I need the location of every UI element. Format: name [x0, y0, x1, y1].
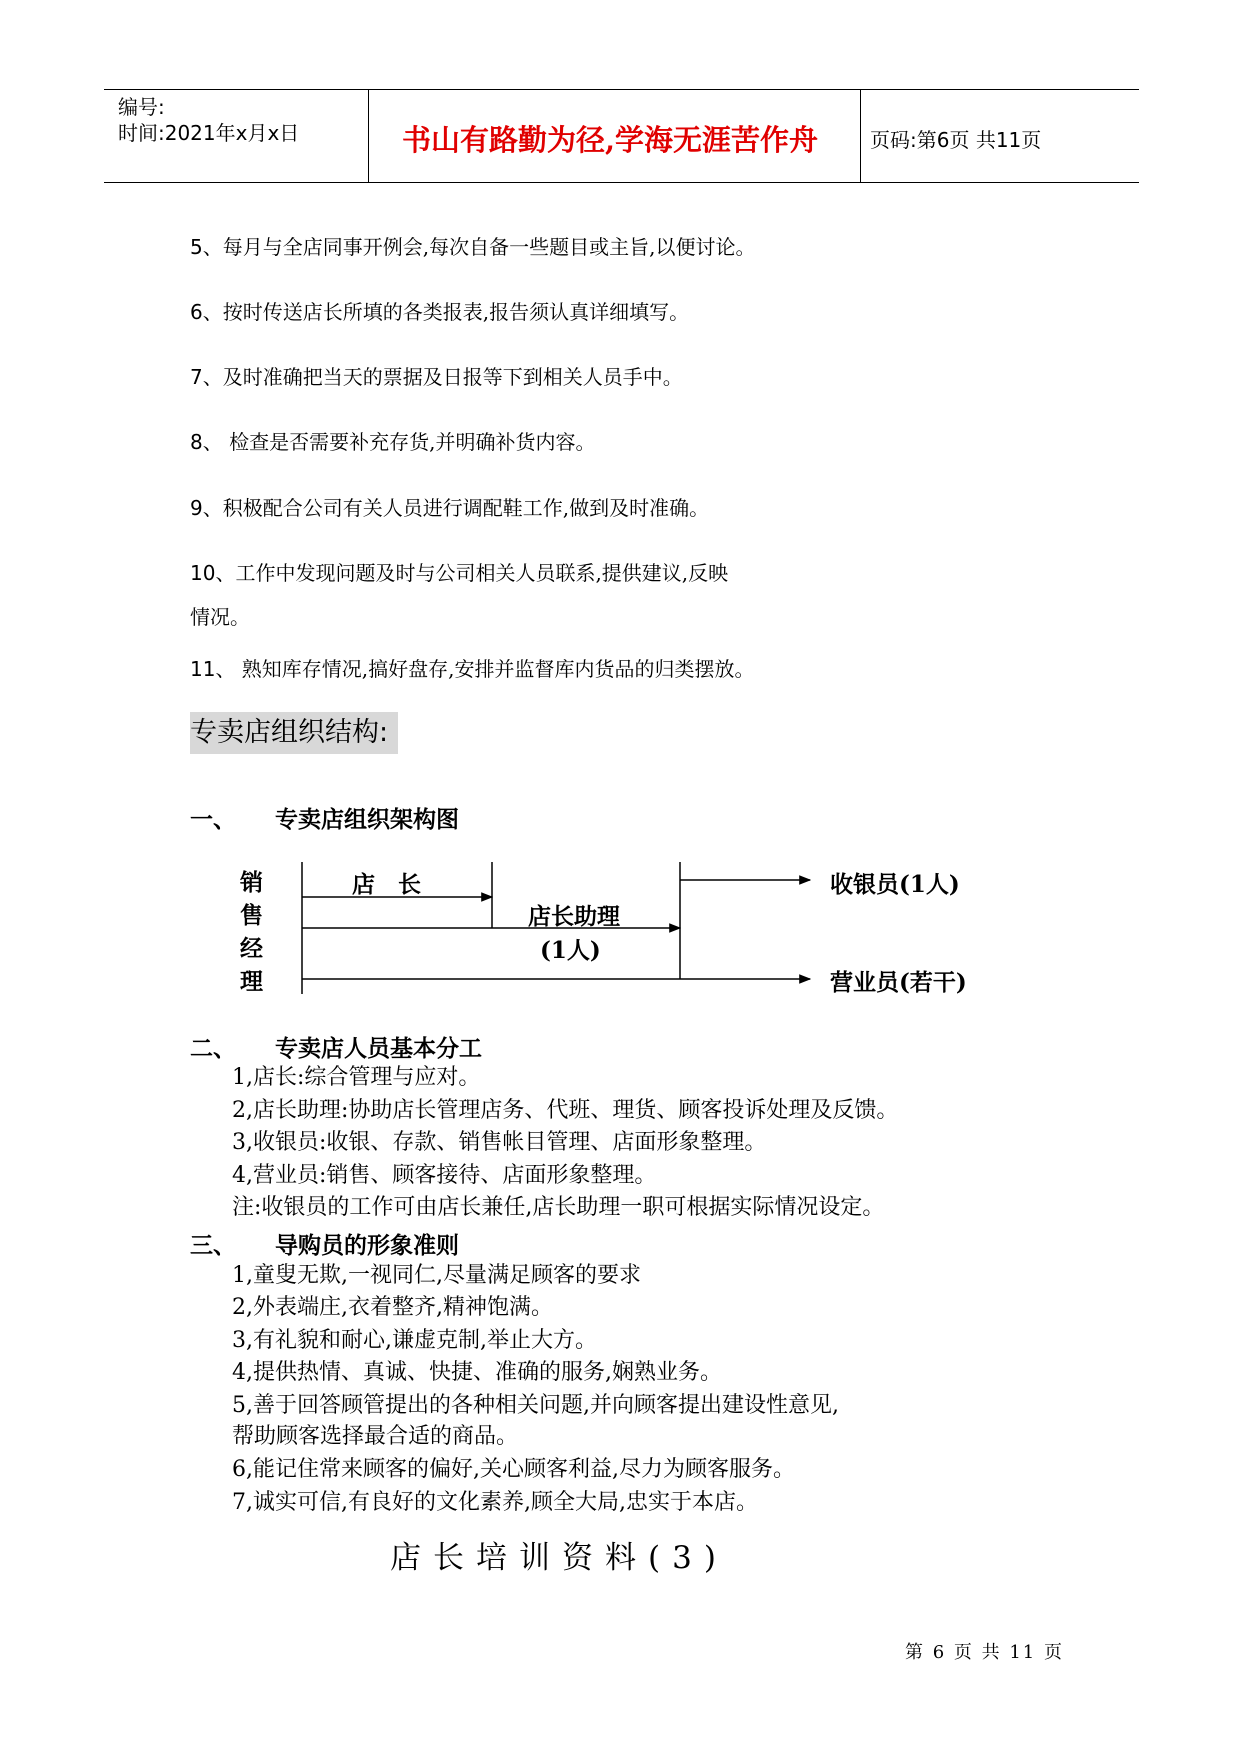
part3-title: 导购员的形象准则 — [275, 1232, 459, 1259]
duty-num: 6、 — [190, 300, 223, 324]
part2-note: 注:收银员的工作可由店长兼任,店长助理一职可根据实际情况设定。 — [232, 1195, 885, 1220]
section-title: 专卖店组织结构: — [190, 712, 398, 754]
org-manager-label: 店 长 — [352, 871, 421, 898]
duty-text: 工作中发现问题及时与公司相关人员联系,提供建议,反映 — [235, 561, 729, 585]
part3-line: 帮助顾客选择最合适的商品。 — [232, 1424, 519, 1449]
header-number-label: 编号: — [118, 95, 165, 119]
part3-line: 7,诚实可信,有良好的文化素养,顾全大局,忠实于本店。 — [232, 1490, 758, 1515]
header-motto: 书山有路勤为径,学海无涯苦作舟 — [401, 123, 819, 157]
duty-text: 检查是否需要补充存货,并明确补货内容。 — [222, 430, 596, 454]
header-page-label: 页码:第6页 共11页 — [870, 128, 1042, 152]
duty-text: 熟知库存情况,搞好盘存,安排并监督库内货品的归类摆放。 — [235, 657, 755, 681]
duty-num: 5、 — [190, 235, 223, 259]
part2-heading — [190, 1030, 482, 1063]
duty-text: 积极配合公司有关人员进行调配鞋工作,做到及时准确。 — [222, 496, 710, 520]
part1-title: 专卖店组织架构图 — [275, 806, 459, 833]
part2-title: 专卖店人员基本分工 — [275, 1035, 482, 1062]
org-sales-label: 营业员(若干) — [830, 969, 967, 996]
duty-text: 每月与全店同事开例会,每次自备一些题目或主旨,以便讨论。 — [222, 235, 756, 259]
duty-num: 11、 — [190, 657, 236, 681]
part3-label: 三、 — [190, 1232, 236, 1259]
part1-label: 一、 — [190, 806, 236, 833]
duty-num: 9、 — [190, 496, 223, 520]
duty-item-10-continued: 情况。 — [190, 605, 250, 629]
part3-line: 6,能记住常来顾客的偏好,关心顾客利益,尽力为顾客服务。 — [232, 1457, 795, 1482]
org-root-char: 售 — [240, 902, 263, 929]
duty-num: 7、 — [190, 365, 223, 389]
org-root-char: 经 — [240, 935, 263, 962]
part3-line: 3,有礼貌和耐心,谦虚克制,举止大方。 — [232, 1328, 597, 1353]
part3-line: 1,童叟无欺,一视同仁,尽量满足顾客的要求 — [232, 1263, 641, 1288]
part3-line: 2,外表端庄,衣着整齐,精神饱满。 — [232, 1295, 553, 1320]
header-time-label: 时间:2021年x月x日 — [118, 121, 300, 145]
part2-label: 二、 — [190, 1035, 236, 1062]
part2-line: 4,营业员:销售、顾客接待、店面形象整理。 — [232, 1163, 657, 1188]
duty-num: 8、 — [190, 430, 223, 454]
duty-text: 按时传送店长所填的各类报表,报告须认真详细填写。 — [222, 300, 690, 324]
part2-line: 1,店长:综合管理与应对。 — [232, 1065, 481, 1090]
org-root-char: 销 — [240, 869, 263, 896]
org-root-char: 理 — [240, 968, 263, 995]
org-assistant-count: (1人) — [540, 937, 601, 964]
part3-heading — [190, 1227, 459, 1260]
part3-line: 4,提供热情、真诚、快捷、准确的服务,娴熟业务。 — [232, 1360, 722, 1385]
duty-text: 及时准确把当天的票据及日报等下到相关人员手中。 — [222, 365, 683, 389]
part2-line: 2,店长助理:协助店长管理店务、代班、理货、顾客投诉处理及反馈。 — [232, 1098, 899, 1123]
part3-line: 5,善于回答顾管提出的各种相关问题,并向顾客提出建设性意见, — [232, 1393, 839, 1418]
document-title: 店长培训资料(3) — [390, 1540, 728, 1576]
part2-line: 3,收银员:收银、存款、销售帐目管理、店面形象整理。 — [232, 1130, 767, 1155]
org-cashier-label: 收银员(1人) — [830, 871, 960, 898]
duty-num: 10、 — [190, 561, 236, 585]
page-footer: 第 6 页 共 11 页 — [905, 1642, 1064, 1663]
org-assistant-label: 店长助理 — [528, 903, 620, 930]
